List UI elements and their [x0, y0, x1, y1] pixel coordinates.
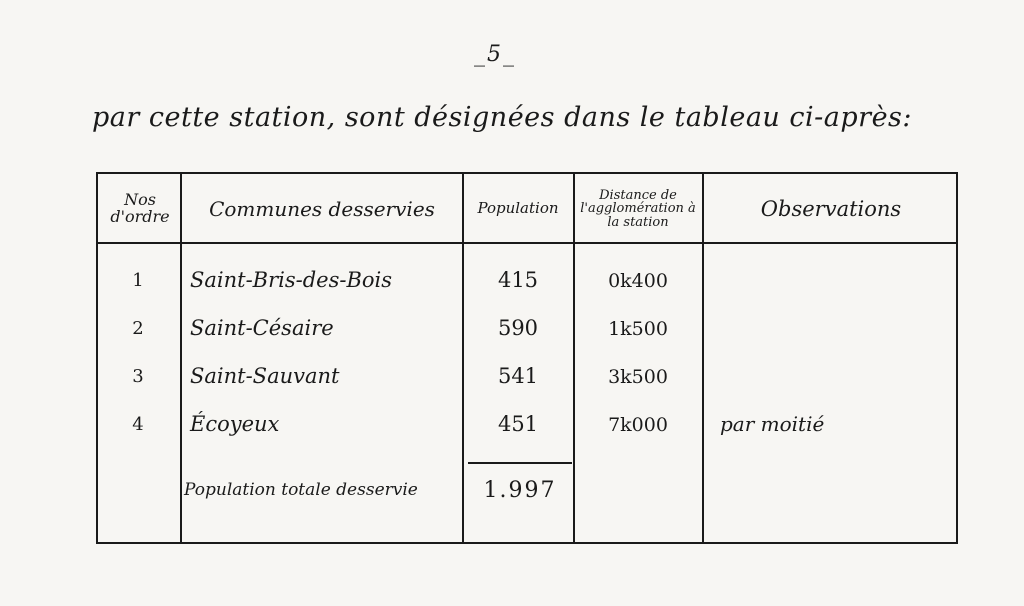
- row-4-commune: Écoyeux: [190, 412, 280, 436]
- page-number: _5_: [474, 42, 516, 67]
- header-population: Population: [477, 199, 559, 218]
- total-label: Population totale desservie: [184, 480, 418, 500]
- header-observations: Observations: [760, 196, 902, 221]
- header-distance: Distance de l'agglomération à la station: [580, 187, 696, 230]
- row-3-distance: 3k500: [608, 366, 668, 388]
- row-1-population: 415: [497, 268, 539, 292]
- header-communes: Communes desservies: [209, 196, 435, 221]
- row-1-order: 1: [132, 270, 144, 291]
- row-4-distance: 7k000: [608, 414, 668, 436]
- row-3-order: 3: [132, 366, 144, 387]
- total-divider: [468, 462, 572, 464]
- row-3-population: 541: [497, 364, 539, 388]
- col-divider-distance: [702, 174, 704, 542]
- row-2-order: 2: [132, 318, 144, 339]
- row-1-commune: Saint-Bris-des-Bois: [190, 268, 393, 292]
- row-1-distance: 0k400: [608, 270, 668, 292]
- header-divider: [98, 242, 956, 244]
- col-divider-order: [180, 174, 182, 542]
- row-2-distance: 1k500: [608, 318, 668, 340]
- row-2-commune: Saint-Césaire: [190, 316, 334, 340]
- header-order: Nos d'ordre: [110, 190, 170, 226]
- intro-text: par cette station, sont désignées dans le tableau ci-après:: [92, 102, 913, 133]
- communes-table: [96, 172, 958, 544]
- row-2-population: 590: [497, 316, 539, 340]
- total-value: 1.997: [483, 478, 557, 503]
- row-3-commune: Saint-Sauvant: [190, 364, 340, 388]
- row-4-population: 451: [497, 412, 539, 436]
- col-divider-population: [573, 174, 575, 542]
- row-4-observation: par moitié: [720, 412, 825, 436]
- row-4-order: 4: [132, 414, 144, 435]
